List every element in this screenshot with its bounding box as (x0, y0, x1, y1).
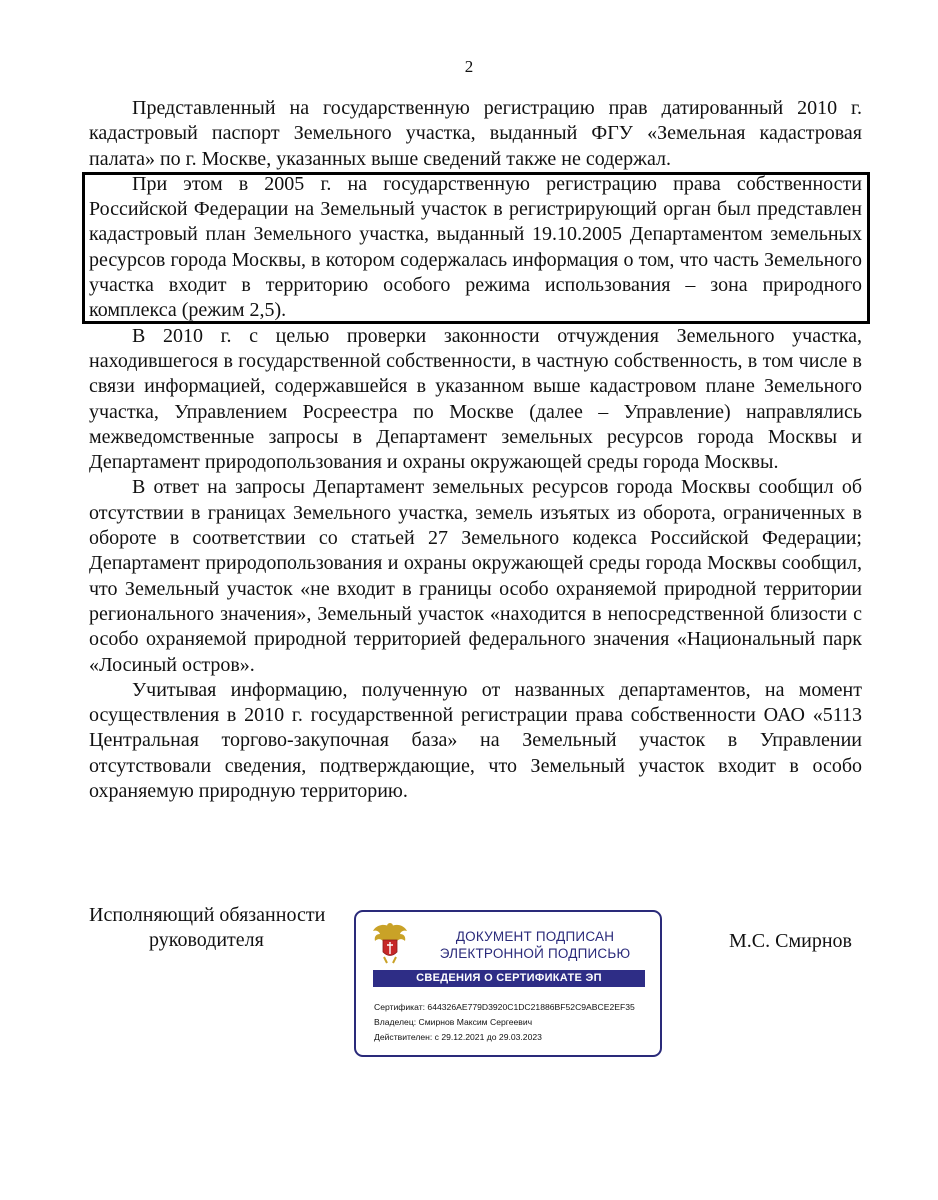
stamp-title-line-2: ЭЛЕКТРОННОЙ ПОДПИСЬЮ (439, 946, 631, 961)
signatory-position (89, 903, 349, 953)
paragraph-5: Учитывая информацию, полученную от названных департаментов, на момент осуществления в 2010 г. государственной регистрации права собственности ОАО «5113 Центральная торгово-закупочная база» на Земельный участок в Управлении отсутствовали сведения, подтверждающие, что Земельный участок входит в особо охраняемую природную территорию. (89, 678, 862, 803)
signatory-name: М.С. Смирнов (729, 930, 852, 952)
certificate-owner: Владелец: Смирнов Максим Сергеевич (374, 1017, 533, 1027)
certificate-number: Сертификат: 644326AE779D3920C1DC21886BF52C9ABCE2EF35 (374, 1002, 635, 1012)
page-number: 2 (464, 57, 474, 76)
electronic-signature-stamp (354, 910, 662, 1057)
stamp-title-line-1: ДОКУМЕНТ ПОДПИСАН (455, 929, 615, 944)
highlight-frame (82, 172, 870, 324)
certificate-validity: Действителен: с 29.12.2021 до 29.03.2023 (374, 1032, 542, 1042)
coat-of-arms-icon (370, 921, 410, 967)
paragraph-4: В ответ на запросы Департамент земельных ресурсов города Москвы сообщил об отсутствии в границах Земельного участка, земель изъятых из оборота, ограниченных в обороте в соответствии со статьей 27 Земельного кодекса Российской Федерации; Департамент природопользования и охраны окружающей среды города Москвы сообщил, что Земельный участок «не входит в границы особо охраняемой природной территории регионального значения», Земельный участок «находится в непосредственной близости с особо охраняемой природной территорией федерального значения «Национальный парк «Лосиный остров». (89, 476, 862, 676)
paragraph-3: В 2010 г. с целью проверки законности отчуждения Земельного участка, находившегося в государственной собственности, в частную собственность, в том числе в связи информацией, содержавшейся в указанном выше кадастровом плане Земельного участка, Управлением Росреестра по Москве (далее – Управление) направлялись межведомственные запросы в Департамент земельных ресурсов города Москвы и Департамент природопользования и охраны окружающей среды города Москвы. (89, 324, 862, 474)
paragraph-2: При этом в 2005 г. на государственную регистрацию права собственности Российской Федерации на Земельный участок в регистрирующий орган был представлен кадастровый план Земельного участка, выданный 19.10.2005 Департаментом земельных ресурсов города Москвы, в котором содержалась информация о том, что часть Земельного участка входит в территорию особого режима использования – зона природного комплекса (режим 2,5). (89, 172, 862, 322)
position-line-2: руководителя (149, 929, 264, 951)
paragraph-1: Представленный на государственную регистрацию прав датированный 2010 г. кадастровый паспорт Земельного участка, выданный ФГУ «Земельная кадастровая палата» по г. Москве, указанных выше сведений также не содержал. (89, 97, 862, 170)
certificate-info-bar: СВЕДЕНИЯ О СЕРТИФИКАТЕ ЭП (373, 970, 645, 987)
position-line-1: Исполняющий обязанности (89, 904, 326, 926)
stamp-title (416, 928, 654, 962)
